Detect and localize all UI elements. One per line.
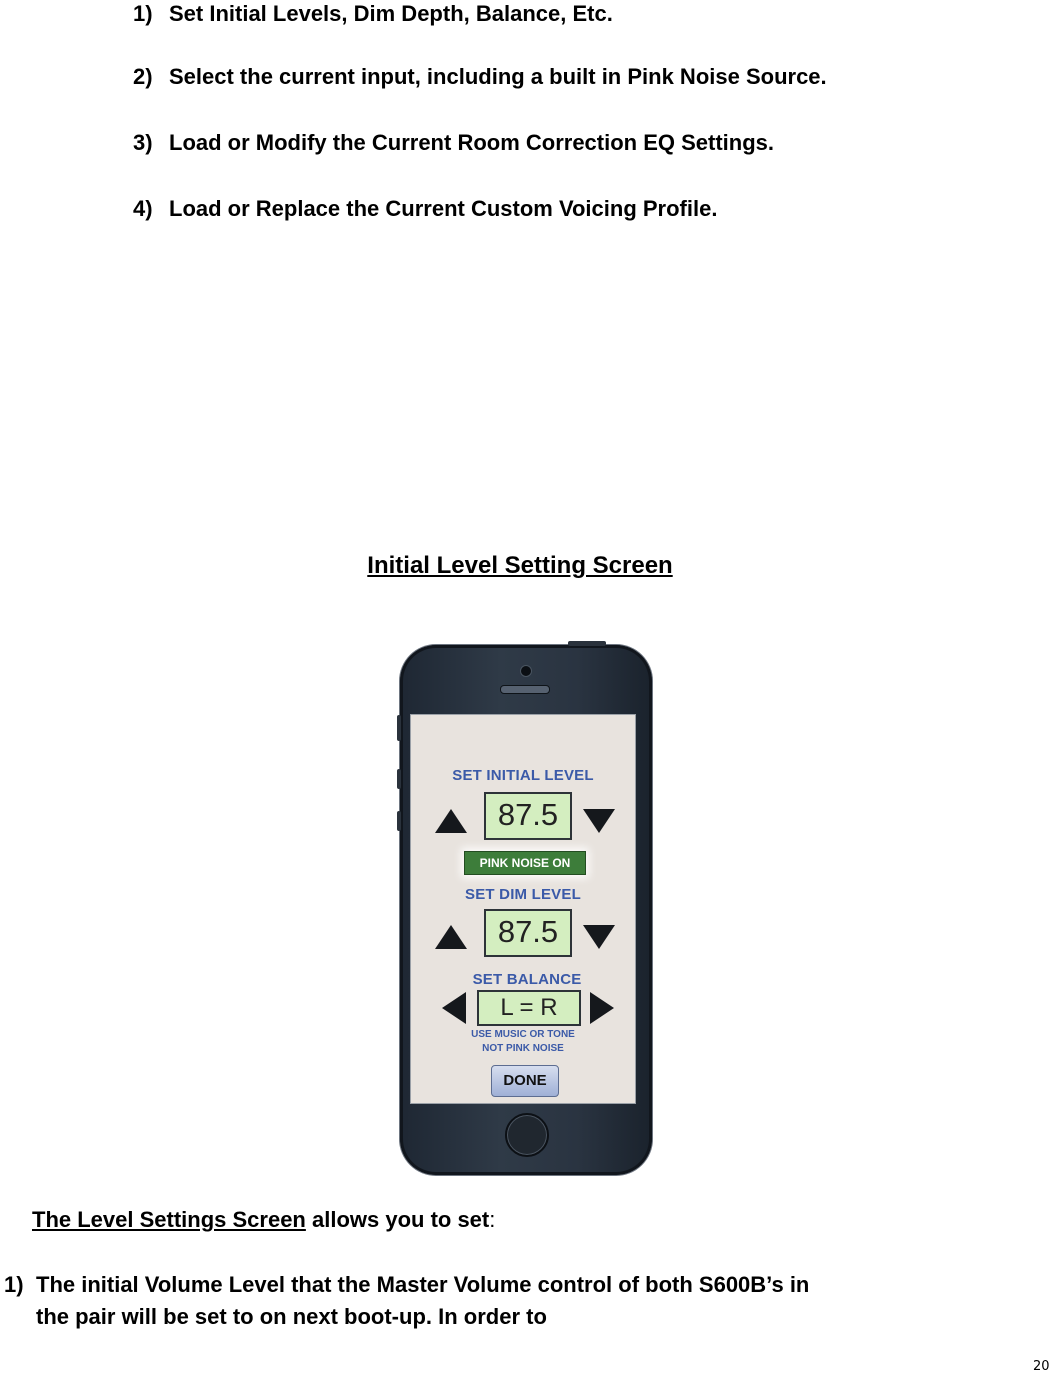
phone-side-button bbox=[397, 769, 401, 789]
lead-paragraph bbox=[32, 1207, 495, 1233]
balance-note-line-1: USE MUSIC OR TONE bbox=[471, 1029, 575, 1040]
list-item-text: Load or Replace the Current Custom Voicing Profile. bbox=[169, 196, 718, 221]
speaker-grille bbox=[500, 685, 550, 694]
list-item-4 bbox=[133, 196, 717, 222]
balance-label: SET BALANCE bbox=[472, 971, 582, 988]
dim-level-label: SET DIM LEVEL bbox=[465, 886, 581, 903]
phone-side-button bbox=[397, 811, 401, 831]
initial-level-down-icon[interactable] bbox=[583, 809, 615, 833]
level-settings-screen-title: The Level Settings Screen bbox=[32, 1207, 306, 1232]
list-item-number: 4) bbox=[133, 196, 153, 221]
page-number: 20 bbox=[1033, 1359, 1050, 1374]
list-item-text: Load or Modify the Current Room Correction EQ Settings. bbox=[169, 130, 775, 155]
initial-level-up-icon[interactable] bbox=[435, 809, 467, 833]
phone-screen bbox=[410, 714, 636, 1104]
list-item-number: 1) bbox=[133, 1, 153, 26]
dim-level-down-icon[interactable] bbox=[583, 925, 615, 949]
done-button[interactable]: DONE bbox=[491, 1065, 559, 1097]
phone-illustration bbox=[400, 645, 652, 1175]
balance-note-line-2: NOT PINK NOISE bbox=[482, 1043, 564, 1054]
pink-noise-button[interactable]: PINK NOISE ON bbox=[464, 851, 586, 875]
balance-right-icon[interactable] bbox=[590, 992, 614, 1024]
section-title: Initial Level Setting Screen bbox=[367, 552, 673, 579]
home-button bbox=[505, 1113, 549, 1157]
body-list-item-1 bbox=[4, 1272, 809, 1298]
list-item-text: Select the current input, including a built in Pink Noise Source. bbox=[169, 64, 827, 89]
lead-colon: : bbox=[489, 1207, 496, 1232]
body-list-number: 1) bbox=[4, 1272, 24, 1297]
dim-level-readout: 87.5 bbox=[484, 909, 572, 957]
balance-readout: L = R bbox=[477, 990, 581, 1026]
body-list-line-1: The initial Volume Level that the Master Volume control of both S600B’s in bbox=[36, 1272, 810, 1297]
list-item-number: 3) bbox=[133, 130, 153, 155]
list-item-text: Set Initial Levels, Dim Depth, Balance, Etc. bbox=[169, 1, 613, 26]
list-item-1 bbox=[133, 1, 613, 27]
phone-top-button bbox=[568, 641, 606, 646]
camera-icon bbox=[520, 665, 532, 677]
list-item-number: 2) bbox=[133, 64, 153, 89]
dim-level-up-icon[interactable] bbox=[435, 925, 467, 949]
body-list-item-1-continued: the pair will be set to on next boot-up. In order to bbox=[36, 1304, 547, 1329]
balance-left-icon[interactable] bbox=[442, 992, 466, 1024]
lead-text: allows you to set bbox=[305, 1207, 490, 1232]
list-item-2 bbox=[133, 64, 827, 90]
phone-side-button bbox=[397, 715, 401, 741]
list-item-3 bbox=[133, 130, 774, 156]
initial-level-label: SET INITIAL LEVEL bbox=[452, 767, 594, 784]
initial-level-readout: 87.5 bbox=[484, 792, 572, 840]
